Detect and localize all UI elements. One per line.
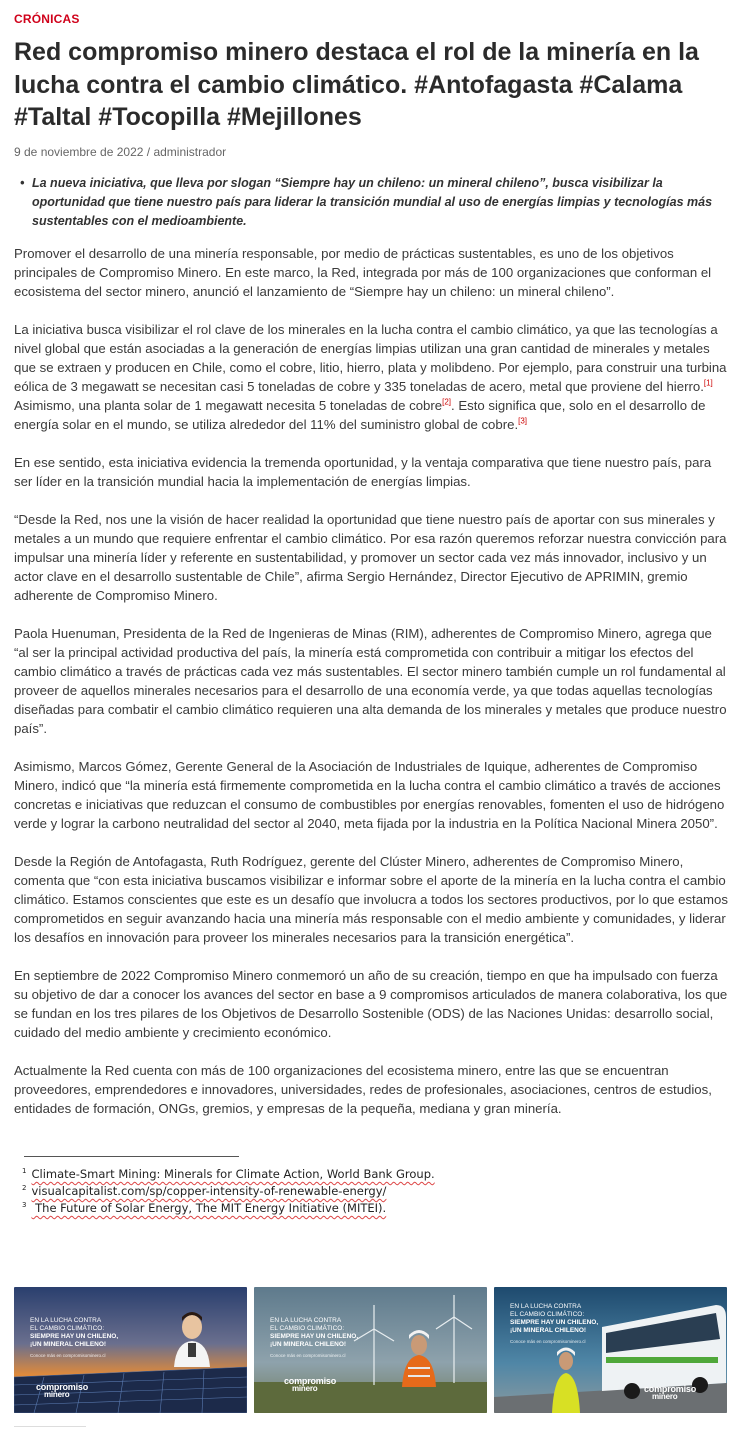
paragraph-4: “Desde la Red, nos une la visión de hacer realidad la oportunidad que tiene nuestro país de aportar con sus minerales y metales a un mundo que requiere enfrentar el cambio climático. Por esa razón queremos reforzar nuestra convicción para impulsar una minería líder y referente en sustentabilidad, y promover un sector cada vez más innovador, inclusivo y un actor clave en el desarrollo sustentable de Chile”, afirma Sergio Hernández, Director Ejecutivo de APRIMIN, gremio adherente de Compromiso Minero. [14, 512, 727, 603]
paragraph-2 [14, 320, 729, 434]
paragraph-2-part-c: . Esto significa que, solo en el desarrollo de energía solar en el mundo, se utiliza alrededor del 11% del suministro global de cobre. [14, 398, 706, 432]
image-gallery [0, 1287, 741, 1413]
slogan-line-1: SIEMPRE HAY UN CHILENO, [30, 1333, 119, 1340]
footnote-1 [22, 1166, 542, 1183]
logo-line-1: compromiso [644, 1384, 697, 1394]
campaign-line-1: EN LA LUCHA CONTRA [510, 1303, 582, 1310]
footnote-number: 2 [22, 1184, 27, 1193]
compromiso-minero-logo [36, 1383, 88, 1399]
footnote-3 [22, 1200, 542, 1217]
logo-line-2: minero [292, 1384, 318, 1393]
article-meta [14, 145, 226, 159]
paragraph-6: Asimismo, Marcos Gómez, Gerente General de la Asociación de Industriales de Iquique, adherentes de Compromiso Minero, indicó que “la minería está firmemente comprometida en la lucha contra el cambio climático a través de acciones concretas e iniciativas que reduzcan el consumo de combustibles por energías renovables, fomenten el uso de hidrógeno verde y lograr la carbono neutralidad del sector al 2040, meta fijada por la industria en la Política Nacional Minera 2050”. [14, 759, 725, 831]
campaign-site: Conoce más en compromisominero.cl [30, 1353, 106, 1358]
compromiso-minero-logo [644, 1385, 696, 1401]
article-body [14, 244, 729, 1137]
logo-line-2: minero [652, 1392, 678, 1401]
slogan-line-1: SIEMPRE HAY UN CHILENO, [510, 1319, 599, 1326]
lead-bullet [20, 174, 716, 231]
paragraph-2-part-b: Asimismo, una planta solar de 1 megawatt necesita 5 toneladas de cobre [14, 398, 443, 413]
campaign-line-2: EL CAMBIO CLIMÁTICO: [270, 1325, 345, 1332]
campaign-line-2: EL CAMBIO CLIMÁTICO: [510, 1311, 585, 1318]
footnote-ref-1[interactable]: [1] [703, 378, 713, 388]
gallery-image-bus[interactable] [494, 1287, 727, 1413]
bullet-dot-icon: • [20, 176, 25, 190]
bottom-divider [14, 1426, 86, 1427]
campaign-line-1: EN LA LUCHA CONTRA [30, 1317, 102, 1324]
paragraph-7: Desde la Región de Antofagasta, Ruth Rodríguez, gerente del Clúster Minero, adherentes de Compromiso Minero, comenta que “con esta iniciativa buscamos visibilizar e informar sobre el aporte de la minería en la lucha contra el cambio climático. Estamos conscientes que este es un desafío que involucra a todos los sectores productivos, por lo que estamos comprometidos en seguir avanzando hacia una minería más responsable con el medio ambiente y comunidades, y liderar los desafíos en innovación para proveer los minerales necesarios para la transición energética”. [14, 854, 728, 945]
paragraph-8: En septiembre de 2022 Compromiso Minero conmemoró un año de su creación, tiempo en que ha impulsado con fuerza su objetivo de dar a conocer los avances del sector en base a 9 compromisos articulados de manera colaborativa, los que se fundan en los tres pilares de los Objetivos de Desarrollo Sostenible (ODS) de las Naciones Unidas: desarrollo social, cuidado del medio ambiente y crecimiento económico. [14, 968, 728, 1040]
slogan-line-2: ¡UN MINERAL CHILENO! [30, 1341, 107, 1348]
footnote-ref-2[interactable]: [2] [442, 397, 452, 407]
article-title: Red compromiso minero destaca el rol de la minería en la lucha contra el cambio climático. #Antofagasta #Calama #Taltal #Tocopilla #Mejillones [14, 38, 699, 131]
campaign-overlay [270, 1317, 390, 1360]
campaign-overlay [510, 1303, 630, 1346]
gallery-image-wind[interactable] [254, 1287, 487, 1413]
logo-line-1: compromiso [36, 1382, 89, 1392]
footnotes [22, 1166, 542, 1217]
paragraph-5: Paola Huenuman, Presidenta de la Red de Ingenieras de Minas (RIM), adherentes de Compromiso Minero, agrega que “al ser la principal actividad productiva del país, la minería está comprometida con contribuir a mitigar los efectos del cambio climático a través de prácticas cada vez más sustentables. El sector minero también cumple un rol fundamental al proveer de aquellos minerales necesarios para el desarrollo de una economía verde, ya que todas aquellas tecnologías diseñadas para combatir el cambio climático requieren una alta demanda de los minerales y metales que produce nuestro país”. [14, 626, 727, 736]
author-link[interactable]: administrador [153, 145, 227, 159]
lead-text: La nueva iniciativa, que lleva por slogan “Siempre hay un chileno: un mineral chileno”, busca visibilizar la oportunidad que tiene nuestro país para liderar la transición mundial al uso de energías limpias y tecnologías más sustentables con el medioambiente. [32, 176, 713, 228]
campaign-site: Conoce más en compromisominero.cl [270, 1353, 346, 1358]
footnote-number: 3 [22, 1201, 27, 1210]
paragraph-2-part-a: La iniciativa busca visibilizar el rol clave de los minerales en la lucha contra el cambio climático, ya que las tecnologías a nivel global que están asociadas a la generación de energías limpias utilizan una gran cantidad de minerales y metales que se extraen y producen en Chile, como el cobre, litio, hierro, plata y molibdeno. Por ejemplo, para construir una turbina eólica de 3 megawatt se necesitan casi 5 toneladas de cobre y 335 toneladas de acero, metal que proviene del hierro. [14, 322, 727, 394]
footnote-divider [24, 1156, 239, 1157]
slogan-line-2: ¡UN MINERAL CHILENO! [510, 1327, 587, 1334]
compromiso-minero-logo [284, 1377, 336, 1393]
logo-line-2: minero [44, 1390, 70, 1399]
campaign-line-2: EL CAMBIO CLIMÁTICO: [30, 1325, 105, 1332]
footnote-text: Climate-Smart Mining: Minerals for Climate Action, World Bank Group. [31, 1167, 435, 1181]
footnote-text: The Future of Solar Energy, The MIT Energy Initiative (MITEI). [31, 1201, 387, 1215]
slogan-line-1: SIEMPRE HAY UN CHILENO, [270, 1333, 359, 1340]
paragraph-9: Actualmente la Red cuenta con más de 100 organizaciones del ecosistema minero, entre las que se encuentran proveedores, emprendedores e innovadores, universidades, redes de profesionales, asociaciones, centros de estudios, entidades de formación, ONGs, gremios, y empresas de la pequeña, mediana y gran minería. [14, 1063, 712, 1116]
footnote-text: visualcapitalist.com/sp/copper-intensity-of-renewable-energy/ [31, 1184, 387, 1198]
paragraph-1: Promover el desarrollo de una minería responsable, por medio de prácticas sustentables, es uno de los objetivos principales de Compromiso Minero. En este marco, la Red, integrada por más de 100 organizaciones que conforman el ecosistema del sector minero, anunció el lanzamiento de “Siempre hay un chileno: un mineral chileno”. [14, 246, 712, 299]
campaign-overlay [30, 1317, 150, 1360]
publish-date[interactable]: 9 de noviembre de 2022 [14, 145, 144, 159]
footnote-number: 1 [22, 1167, 27, 1176]
slogan-line-2: ¡UN MINERAL CHILENO! [270, 1341, 347, 1348]
logo-line-1: compromiso [284, 1376, 337, 1386]
footnote-ref-3[interactable]: [3] [518, 416, 528, 426]
category-label[interactable]: CRÓNICAS [14, 12, 80, 26]
gallery-image-solar[interactable] [14, 1287, 247, 1413]
campaign-site: Conoce más en compromisominero.cl [510, 1339, 586, 1344]
paragraph-3: En ese sentido, esta iniciativa evidencia la tremenda oportunidad, y la ventaja comparativa que tiene nuestro país, para ser líder en la transición mundial hacia la implementación de energías limpias. [14, 455, 712, 489]
campaign-line-1: EN LA LUCHA CONTRA [270, 1317, 342, 1324]
meta-separator: / [143, 145, 154, 159]
footnote-2 [22, 1183, 542, 1200]
